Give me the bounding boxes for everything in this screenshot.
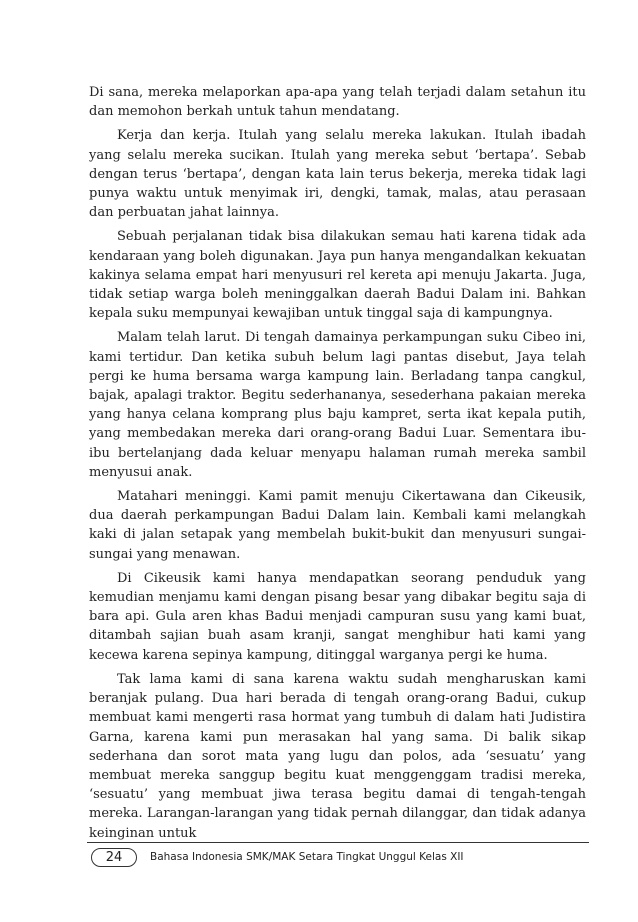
paragraph-6: Di Cikeusik kami hanya mendapatkan seorang penduduk yang kemudian menjamu kami dengan pisang besar yang dibakar begitu saja di bara api. Gula aren khas Badui menjadi campuran susu yang kami buat, ditambah sajian buah asam kranji, sangat menghibur hati kami yang kecewa karena sepinya kampung, ditinggal warganya pergi ke huma. [89,570,586,663]
paragraph-1: Di sana, mereka melaporkan apa-apa yang telah terjadi dalam setahun itu dan memohon berkah untuk tahun mendatang. [89,85,586,120]
body-text [89,83,586,848]
footer-book-title: Bahasa Indonesia SMK/MAK Setara Tingkat Unggul Kelas XII [150,851,464,863]
page-number: 24 [91,848,137,867]
paragraph-5: Matahari meninggi. Kami pamit menuju Cikertawana dan Cikeusik, dua daerah perkampungan Badui Dalam lain. Kembali kami melangkah kaki di jalan setapak yang membelah bukit-bukit dan menyusuri sungai-sungai yang menawan. [89,489,586,562]
paragraph-3: Sebuah perjalanan tidak bisa dilakukan semau hati karena tidak ada kendaraan yang boleh digunakan. Jaya pun hanya mengandalkan kekuatan kakinya selama empat hari menyusuri rel kereta api menuju Jakarta. Juga, tidak setiap warga boleh meninggalkan daerah Badui Dalam ini. Bahkan kepala suku mempunyai kewajiban untuk tinggal saja di kampungnya. [89,229,586,322]
paragraph-4: Malam telah larut. Di tengah damainya perkampungan suku Cibeo ini, kami tertidur. Dan ketika subuh belum lagi pantas disebut, Jaya telah pergi ke huma bersama warga kampung lain. Berladang tanpa cangkul, bajak, apalagi traktor. Begitu sederhananya, sesederhana pakaian mereka yang hanya celana komprang plus baju kampret, serta ikat kepala putih, yang membedakan mereka dari orang-orang Badui Luar. Sementara ibu-ibu bertelanjang dada keluar menyapu halaman rumah mereka sambil menyusui anak. [89,330,586,480]
footer-divider [87,842,589,843]
paragraph-2: Kerja dan kerja. Itulah yang selalu mereka lakukan. Itulah ibadah yang selalu mereka sucikan. Itulah yang mereka sebut ‘bertapa’. Sebab dengan terus ‘bertapa’, dengan kata lain terus bekerja, mereka tidak lagi punya waktu untuk menyimak iri, dengki, tamak, malas, atau perasaan dan perbuatan jahat lainnya. [89,128,586,221]
paragraph-7: Tak lama kami di sana karena waktu sudah mengharuskan kami beranjak pulang. Dua hari berada di tengah orang-orang Badui, cukup membuat kami mengerti rasa hormat yang tumbuh di dalam hati Judistira Garna, karena kami pun merasakan hal yang sama. Di balik sikap sederhana dan sorot mata yang lugu dan polos, ada ‘sesuatu’ yang membuat mereka sanggup begitu kuat menggenggam tradisi mereka, ‘sesuatu’ yang membuat jiwa terasa begitu damai di tengah-tengah mereka. Larangan-larangan yang tidak pernah dilanggar, dan tidak adanya keinginan untuk [89,671,586,841]
